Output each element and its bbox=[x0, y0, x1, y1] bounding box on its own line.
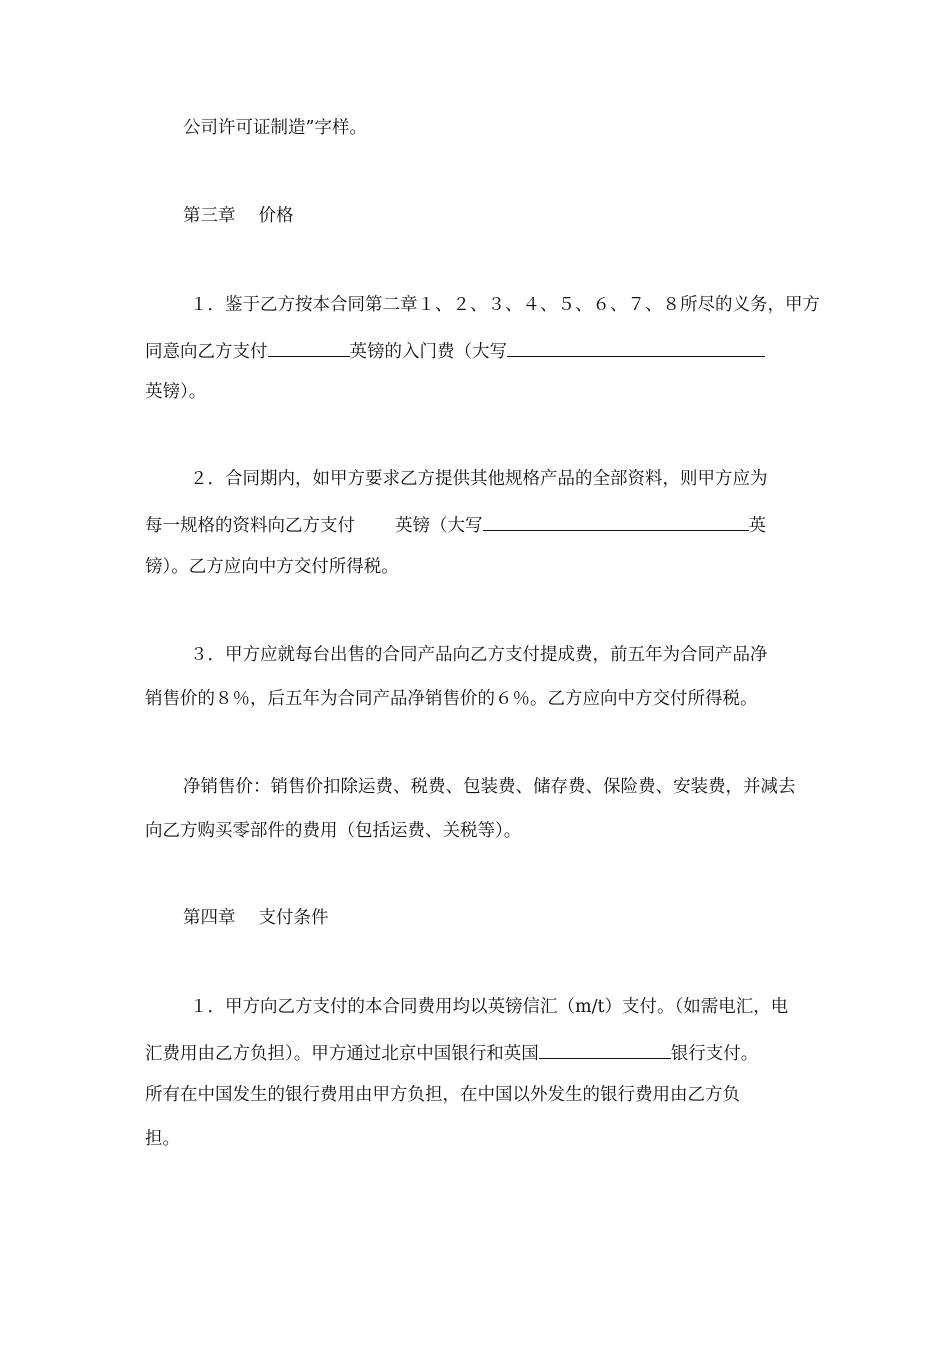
chapter-4-item-1-line-3: 所有在中国发生的银行费用由甲方负担，在中国以外发生的银行费用由乙方负 bbox=[145, 1085, 740, 1105]
entrance-fee-blank[interactable] bbox=[268, 337, 350, 357]
item-1-text-b: 英镑的入门费（大写 bbox=[349, 342, 507, 362]
net-price-definition-line-1: 净销售价：销售价扣除运费、税费、包装费、储存费、保险费、安装费，并减去 bbox=[183, 777, 796, 797]
chapter-3-item-3-line-1: ３．甲方应就每台出售的合同产品向乙方支付提成费，前五年为合同产品净 bbox=[190, 645, 768, 665]
chapter-3-item-1-line-1: １．鉴于乙方按本合同第二章１、２、３、４、５、６、７、８所尽的义务，甲方 bbox=[190, 295, 820, 315]
chapter-4-item-1-line-4: 担。 bbox=[145, 1129, 180, 1149]
entrance-fee-words-blank[interactable] bbox=[507, 337, 765, 357]
chapter-3-heading: 第三章 价格 bbox=[183, 206, 294, 226]
chapter-3-item-2-line-1: ２．合同期内，如甲方要求乙方提供其他规格产品的全部资料，则甲方应为 bbox=[190, 469, 768, 489]
chapter-3-item-2-line-2 bbox=[145, 511, 766, 535]
net-price-definition-line-2: 向乙方购买零部件的费用（包括运费、关税等）。 bbox=[145, 821, 522, 841]
item-1-text-a: 同意向乙方支付 bbox=[145, 342, 268, 362]
chapter-4-item-1-line-1: １．甲方向乙方支付的本合同费用均以英镑信汇（m/t）支付。（如需电汇，电 bbox=[190, 997, 789, 1017]
uk-bank-blank[interactable] bbox=[539, 1039, 671, 1059]
item-2-text-a: 每一规格的资料向乙方支付 bbox=[145, 516, 355, 536]
chapter-4-item-1-line-2 bbox=[145, 1039, 758, 1063]
item-4-1-text-b: 银行支付。 bbox=[670, 1044, 759, 1064]
chapter-3-item-1-line-3: 英镑）。 bbox=[145, 382, 207, 402]
item-4-1-text-a: 汇费用由乙方负担）。甲方通过北京中国银行和英国 bbox=[145, 1044, 539, 1064]
spec-fee-words-blank[interactable] bbox=[483, 511, 749, 531]
paragraph-continuation: 公司许可证制造”字样。 bbox=[183, 118, 367, 138]
chapter-4-heading: 第四章 支付条件 bbox=[183, 908, 329, 928]
chapter-3-item-2-line-3: 镑）。乙方应向中方交付所得税。 bbox=[145, 557, 399, 577]
chapter-3-item-1-line-2 bbox=[145, 337, 765, 361]
item-2-text-c: 英 bbox=[748, 516, 766, 536]
item-2-text-b: 英镑（大写 bbox=[395, 516, 483, 536]
chapter-3-item-3-line-2: 销售价的８％，后五年为合同产品净销售价的６％。乙方应向中方交付所得税。 bbox=[145, 689, 758, 709]
